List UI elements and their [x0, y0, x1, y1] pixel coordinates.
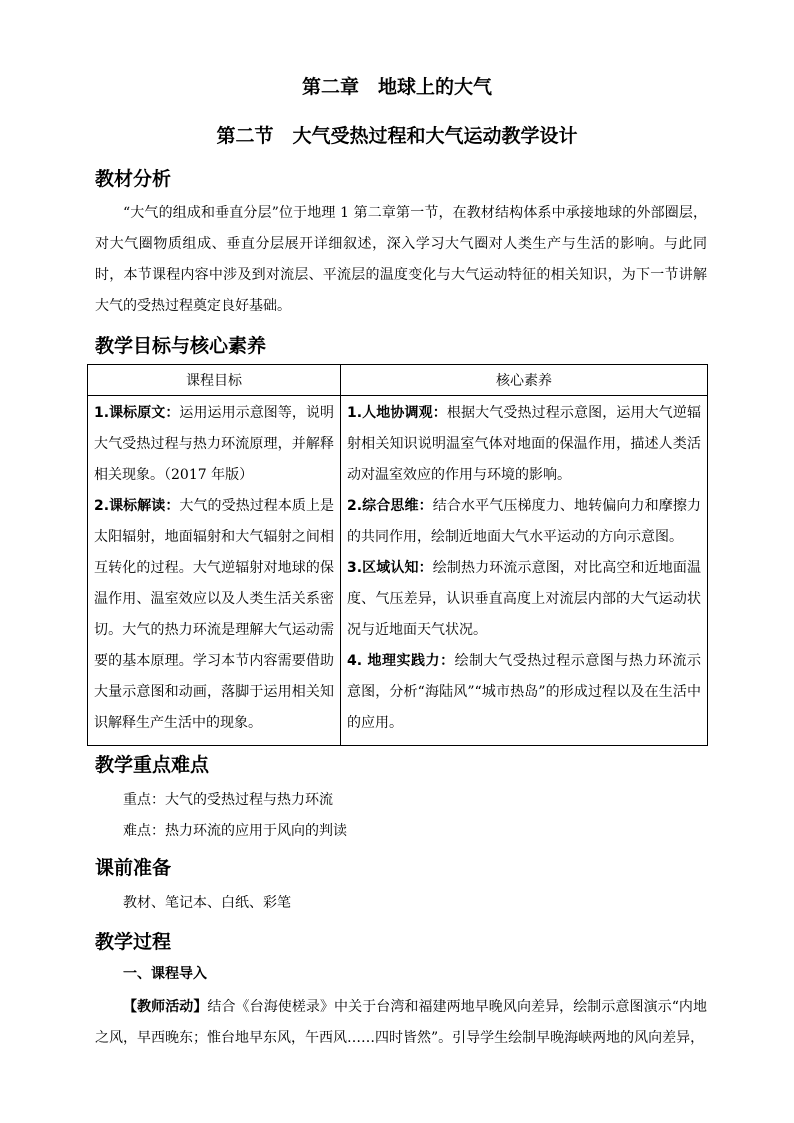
difficulty-text: 难点：热力环流的应用于风向的判读: [123, 823, 347, 839]
section-title: 第二节 大气受热过程和大气运动教学设计: [216, 125, 578, 147]
heading-textbook-analysis: 教材分析: [95, 168, 172, 190]
objectives-table: [87, 364, 708, 746]
preparation-items: 教材、笔记本、白纸、彩笔: [123, 895, 291, 911]
goal-item-label: 1.课标原文：: [94, 405, 180, 421]
table-row: [88, 396, 708, 746]
teacher-activity-text: 结合《台海使槎录》中关于台湾和福建两地早晚风向差异，绘制示意图演示“内地之风，早西晚东；惟台地早东风，午西风……四时皆然”。引导学生绘制早晚海峡两地的风向差异，: [95, 999, 708, 1046]
literacy-item-text: 绘制热力环流示意图，对比高空和近地面温度、气压差异，认识垂直高度上对流层内部的大气运动状况与近地面天气状况。: [347, 560, 701, 638]
literacy-item: [347, 553, 701, 646]
column-header-course-goals: 课程目标: [88, 365, 341, 396]
literacy-item-label: 2.综合思维：: [347, 498, 433, 514]
literacy-item: [347, 646, 701, 739]
column-header-core-literacy: 核心素养: [341, 365, 708, 396]
teacher-activity-label: 【教师活动】: [123, 999, 208, 1015]
literacy-item-label: 1.人地协调观：: [347, 405, 447, 421]
goal-item-text: 大气的受热过程本质上是太阳辐射，地面辐射和大气辐射之间相互转化的过程。大气逆辐射对地球的保温作用、温室效应以及人类生活关系密切。大气的热力环流是理解大气运动需要的基本原理。学习本节内容需要借助大量示意图和动画，落脚于运用相关知识解释生产生活中的现象。: [94, 498, 335, 731]
literacy-item: [347, 491, 701, 553]
goal-item: [94, 398, 334, 491]
teacher-activity-paragraph: [95, 992, 707, 1054]
literacy-item-label: 3.区域认知：: [347, 560, 433, 576]
literacy-item: [347, 398, 701, 491]
literacy-item-label: 4. 地理实践力：: [347, 653, 455, 669]
core-literacy-cell: [341, 396, 708, 746]
heading-key-points: 教学重点难点: [95, 754, 210, 776]
table-header-row: [88, 365, 708, 396]
literacy-item-text: 绘制大气受热过程示意图与热力环流示意图，分析“海陆风”“城市热岛”的形成过程以及在生活中的应用。: [347, 653, 701, 731]
chapter-title: 第二章 地球上的大气: [301, 76, 492, 98]
textbook-analysis-paragraph: “大气的组成和垂直分层”位于地理 1 第二章第一节，在教材结构体系中承接地球的外部圈层，对大气圈物质组成、垂直分层展开详细叙述，深入学习大气圈对人类生产与生活的影响。与此同时，本节课程内容中涉及到对流层、平流层的温度变化与大气运动特征的相关知识，为下一节讲解大气的受热过程奠定良好基础。: [95, 205, 707, 314]
heading-teaching-process: 教学过程: [95, 931, 172, 953]
goal-item-label: 2.课标解读：: [94, 498, 180, 514]
goal-item: [94, 491, 334, 739]
heading-preparation: 课前准备: [95, 857, 172, 879]
goal-item-text: 运用运用示意图等，说明大气受热过程与热力环流原理，并解释相关现象。（2017 年版）: [94, 405, 335, 483]
course-goals-cell: [88, 396, 341, 746]
focus-text: 重点：大气的受热过程与热力环流: [123, 792, 333, 808]
literacy-item-text: 结合水平气压梯度力、地转偏向力和摩擦力的共同作用，绘制近地面大气水平运动的方向示意图。: [347, 498, 701, 545]
step-intro-heading: 一、课程导入: [123, 966, 207, 982]
heading-objectives: 教学目标与核心素养: [95, 335, 267, 357]
literacy-item-text: 根据大气受热过程示意图，运用大气逆辐射相关知识说明温室气体对地面的保温作用，描述人类活动对温室效应的作用与环境的影响。: [347, 405, 702, 483]
